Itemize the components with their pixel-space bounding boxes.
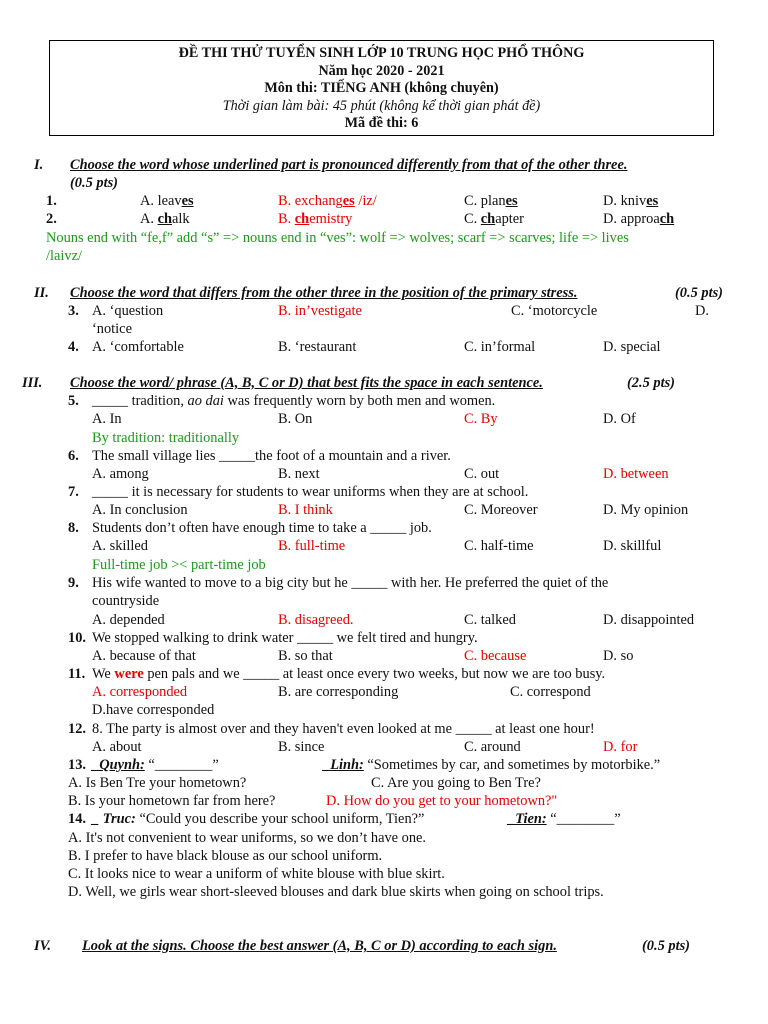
question-3 xyxy=(68,302,748,320)
question-13-options-bd xyxy=(68,792,748,810)
explanation-note: Full-time job >< part-time job xyxy=(92,557,266,573)
option-a: A. depended xyxy=(92,612,165,628)
option-b-answer: B. full-time xyxy=(278,538,346,554)
option-a-answer: A. corresponded xyxy=(92,684,188,700)
explanation-note: Nouns end with “fe,f” add “s” => nouns end in “ves”: wolf => wolves; scarf => scarves; life => lives xyxy=(46,230,629,246)
exam-code: Mã đề thi: 6 xyxy=(344,115,419,131)
option-c: C. planes xyxy=(464,193,518,209)
option-d: D. Of xyxy=(603,411,636,427)
section-number: II. xyxy=(34,285,49,301)
option-d: D. so xyxy=(603,648,634,664)
option-c: C. in’formal xyxy=(464,339,536,355)
option-b-answer: B. in’vestigate xyxy=(278,303,362,319)
question-text: _____ it is necessary for students to wear uniforms when they are at school. xyxy=(92,484,529,500)
option-a: A. It's not convenient to wear uniforms, so we don’t have one. xyxy=(68,830,427,846)
option-c: C. Are you going to Ben Tre? xyxy=(371,775,541,791)
question-13-options-ac xyxy=(68,774,748,792)
question-14 xyxy=(68,810,758,828)
explanation-note-cont: /laivz/ xyxy=(46,248,82,264)
option-d-answer: D. between xyxy=(603,466,669,482)
question-11 xyxy=(68,665,758,683)
question-text: Students don’t often have enough time to take a _____ job. xyxy=(92,520,432,536)
explanation-note: By tradition: traditionally xyxy=(92,430,240,446)
question-8-options xyxy=(92,537,752,555)
option-d: D. knives xyxy=(603,193,659,209)
option-c: C. chapter xyxy=(464,211,524,227)
option-c: C. ‘motorcycle xyxy=(511,303,598,319)
option-b: B. ‘restaurant xyxy=(278,339,357,355)
option-a: A. among xyxy=(92,466,149,482)
option-d-text: ‘notice xyxy=(92,321,132,337)
option-d: D.have corresponded xyxy=(92,702,215,718)
option-c: C. Moreover xyxy=(464,502,538,518)
question-7 xyxy=(68,483,748,501)
question-2 xyxy=(46,210,746,228)
option-c: C. around xyxy=(464,739,521,755)
subject: Môn thi: TIẾNG ANH (không chuyên) xyxy=(264,80,499,96)
option-d: D. approach xyxy=(603,211,675,227)
question-text: We stopped walking to drink water _____ we felt tired and hungry. xyxy=(92,630,478,646)
option-b: B. are corresponding xyxy=(278,684,399,700)
question-8 xyxy=(68,519,748,537)
question-number: 5. xyxy=(68,393,79,409)
option-a: A. skilled xyxy=(92,538,148,554)
question-5 xyxy=(68,392,748,410)
question-text: _____ tradition, ao dai was frequently worn by both men and women. xyxy=(92,393,496,409)
option-a: A. leaves xyxy=(140,193,194,209)
section-instruction: Look at the signs. Choose the best answer (A, B, C or D) according to each sign. xyxy=(82,938,557,954)
question-13 xyxy=(68,756,758,774)
section-points: (2.5 pts) xyxy=(627,375,675,391)
option-b: B. since xyxy=(278,739,325,755)
section-number: IV. xyxy=(34,938,51,954)
question-6 xyxy=(68,447,748,465)
question-text-cont: countryside xyxy=(92,593,160,609)
question-number: 8. xyxy=(68,520,79,536)
option-d: D. Well, we girls wear short-sleeved blouses and dark blue skirts when going on school trips. xyxy=(68,884,604,900)
question-6-options xyxy=(92,465,752,483)
option-a: A. ‘comfortable xyxy=(92,339,184,355)
question-7-options xyxy=(92,501,752,519)
question-number: 1. xyxy=(46,193,57,209)
dialogue-line-2: _Tien: “________” xyxy=(508,811,621,827)
question-5-options xyxy=(92,410,752,428)
question-text: The small village lies _____the foot of a mountain and a river. xyxy=(92,448,451,464)
duration: Thời gian làm bài: 45 phút (không kể thời gian phát đề) xyxy=(222,97,541,114)
option-d-answer: D. for xyxy=(603,739,638,755)
option-b: B. so that xyxy=(278,648,333,664)
section-instruction: Choose the word whose underlined part is pronounced differently from that of the other three. xyxy=(70,157,628,173)
option-c: C. out xyxy=(464,466,500,482)
question-number: 3. xyxy=(68,303,79,319)
option-b: B. Is your hometown far from here? xyxy=(68,793,276,809)
question-1 xyxy=(46,192,746,210)
question-12 xyxy=(68,720,758,738)
option-c: C. It looks nice to wear a uniform of white blouse with blue skirt. xyxy=(68,866,445,882)
section-instruction: Choose the word/ phrase (A, B, C or D) that best fits the space in each sentence. xyxy=(70,375,543,391)
option-a: A. In xyxy=(92,411,122,427)
exam-header xyxy=(49,40,714,136)
option-b-answer: B. chemistry xyxy=(278,211,353,227)
option-c-answer: C. By xyxy=(464,411,498,427)
question-text: His wife wanted to move to a big city but he _____ with her. He preferred the quiet of the xyxy=(92,575,609,591)
section-number: I. xyxy=(34,157,44,173)
option-d: D. skillful xyxy=(603,538,662,554)
option-d: D. special xyxy=(603,339,661,355)
question-number: 11. xyxy=(68,666,86,682)
question-number: 13. xyxy=(68,757,86,773)
option-c: C. half-time xyxy=(464,538,534,554)
option-a: A. because of that xyxy=(92,648,196,664)
option-d: D. My opinion xyxy=(603,502,689,518)
exam-title: ĐỀ THI THỬ TUYỂN SINH LỚP 10 TRUNG HỌC PHỔ THÔNG xyxy=(178,45,585,61)
option-b: B. I prefer to have black blouse as our school uniform. xyxy=(68,848,383,864)
question-number: 12. xyxy=(68,721,86,737)
option-a: A. In conclusion xyxy=(92,502,188,518)
question-11-options xyxy=(92,683,752,701)
section-instruction: Choose the word that differs from the other three in the position of the primary stress. xyxy=(70,285,578,301)
section-number: III. xyxy=(22,375,43,391)
dialogue-line-2: _Linh: “Sometimes by car, and sometimes by motorbike.” xyxy=(323,757,661,773)
question-9-options xyxy=(92,611,752,629)
option-a: A. Is Ben Tre your hometown? xyxy=(68,775,247,791)
question-number: 2. xyxy=(46,211,57,227)
question-number: 4. xyxy=(68,339,79,355)
dialogue-line-1: _ Truc: “Could you describe your school uniform, Tien?” xyxy=(92,811,425,827)
question-text: We were pen pals and we _____ at least once every two weeks, but now we are too busy. xyxy=(92,666,606,682)
question-number: 14. xyxy=(68,811,86,827)
question-number: 7. xyxy=(68,484,79,500)
option-c: C. talked xyxy=(464,612,516,628)
question-12-options xyxy=(92,738,752,756)
option-b-answer: B. I think xyxy=(278,502,333,518)
option-d: D. disappointed xyxy=(603,612,695,628)
question-text: 8. The party is almost over and they haven't even looked at me _____ at least one hour! xyxy=(92,721,595,737)
section-points: (0.5 pts) xyxy=(70,175,118,191)
question-9 xyxy=(68,574,758,592)
option-c-answer: C. because xyxy=(464,648,527,664)
school-year: Năm học 2020 - 2021 xyxy=(318,62,445,79)
option-b-answer: B. disagreed. xyxy=(278,612,354,628)
option-a: A. ‘question xyxy=(92,303,164,319)
option-a: A. chalk xyxy=(140,211,190,227)
option-b: B. On xyxy=(278,411,313,427)
option-c: C. correspond xyxy=(510,684,591,700)
section-points: (0.5 pts) xyxy=(642,938,690,954)
question-number: 10. xyxy=(68,630,86,646)
option-b: B. next xyxy=(278,466,320,482)
option-b-answer: B. exchanges /iz/ xyxy=(278,193,377,209)
option-d-answer: D. How do you get to your hometown?" xyxy=(326,793,558,809)
question-number: 6. xyxy=(68,448,79,464)
dialogue-line-1: _Quynh: “________” xyxy=(92,757,219,773)
question-number: 9. xyxy=(68,575,79,591)
question-10-options xyxy=(92,647,752,665)
option-d-label: D. xyxy=(695,303,709,319)
section-points: (0.5 pts) xyxy=(675,285,723,301)
question-10 xyxy=(68,629,748,647)
option-a: A. about xyxy=(92,739,142,755)
question-4 xyxy=(68,338,748,356)
